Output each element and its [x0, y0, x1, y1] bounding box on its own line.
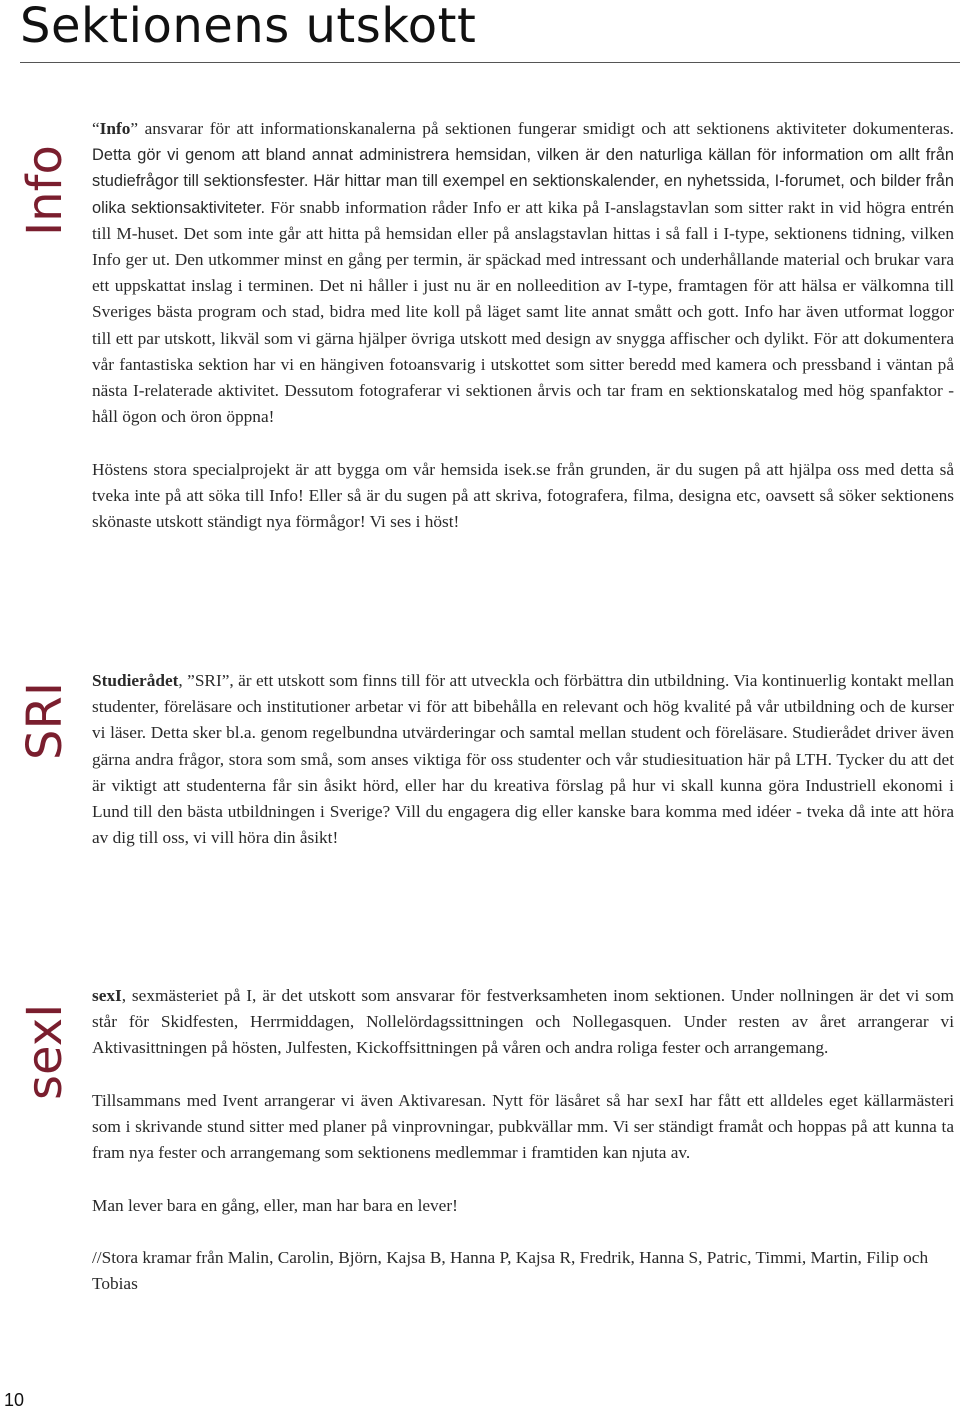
- section-label-info: Info: [17, 145, 73, 236]
- info-close-quote: ”: [130, 119, 139, 138]
- section-sexi: [92, 983, 954, 1297]
- section-info: [92, 116, 954, 535]
- info-paragraph-1: [92, 116, 954, 430]
- info-text-sans: Detta gör vi genom att bland annat administrera hemsidan, vilken är den naturliga källan för information om allt från studiefrågor till sektionsfester. Här hittar man till exempel en sektionskalender, en nyhetssida, I-forumet, och bilder från olika sektionsaktiviteter.: [92, 146, 954, 217]
- info-paragraph-2: Höstens stora specialprojekt är att bygga om vår hemsida isek.se från grunden, är du sugen på att hjälpa oss med detta så tveka inte på att söka till Info! Eller så är du sugen på att skriva, fotografera, filma, designa etc, oavsett så söker sektionens skönaste utskott ständigt nya förmågor! Vi ses i höst!: [92, 459, 954, 532]
- sexi-paragraph-2: Tillsammans med Ivent arrangerar vi även Aktivaresan. Nytt för läsåret så har sexI har fått ett alldeles eget källarmästeri som i skrivande stund sitter med planer på vinprovningar, pubkvällar mm. Vi ser ständigt framåt och hoppas på att kunna ta fram nya fester och arrangemang som sektionens medlemmar i framtiden kan njuta av.: [92, 1090, 954, 1163]
- sri-text: , ”SRI”, är ett utskott som finns till för att utveckla och förbättra din utbildning. Via kontinuerlig kontakt mellan studenter, föreläsare och institutioner arbetar vi för att bibehålla en relevant och hög kvalité på vår utbildning och de kurser vi läser. Detta sker bl.a. genom regelbundna utvärderingar och samtal mellan student och föreläsare. Studierådet driver även gärna andra frågor, stora som små, som anses viktiga för oss studenter och vår studiesituation här på LTH. Tycker du att det är viktigt att studenterna får sin åsikt hörd, eller har du kreativa förslag på hur vi skall kunna göra Industriell ekonomi i Lund till den bästa utbildningen i Sverige? Vill du engagera dig eller kanske bara komma med idéer - tveka då inte att höra av dig till oss, vi vill höra din åsikt!: [92, 671, 954, 848]
- info-text-rest: För snabb information råder Info er att kika på I-anslagstavlan som sitter rakt in vid högra entrén till M-huset. Det som inte går att hitta på hemsidan eller på anslagstavlan hittas i så fall i I-type, sektionens tidning, vilken Info ger ut. Den utkommer minst en gång per termin, är späckad med intressant och underhållande material och brukar vara ett uppskattat inslag i terminen. Det ni håller i just nu är en nolleedition av I-type, framtagen för att hälsa er välkomna till Sveriges bästa program och stad, bidra med lite koll på läget samt lite annat smått och gott. Info har även utformat loggor till ett par utskott, likväl som vi gärna hjälper övriga utskott med design av snygga affischer och dylikt. För att dokumentera vår fantastiska sektion har vi en hängiven fotoansvarig i utskottet som sitter beredd med kamera och pressband i väntan på nästa I-relaterade aktivitet. Dessutom fotograferar vi sektionen årvis och tar fram en sektionskatalog med hög spanfaktor - håll ögon och öron öppna!: [92, 197, 954, 427]
- page-number: 10: [4, 1390, 25, 1410]
- sexi-paragraph-1: [92, 983, 954, 1062]
- sexi-signature: //Stora kramar från Malin, Carolin, Björn, Kajsa B, Hanna P, Kajsa R, Fredrik, Hanna S, Patric, Timmi, Martin, Filip och Tobias: [92, 1247, 929, 1294]
- title-divider: [20, 62, 960, 63]
- sexi-name: sexI: [92, 986, 122, 1005]
- section-label-sexi: sexI: [17, 1003, 73, 1100]
- section-sri: [92, 668, 954, 851]
- page-title: Sektionens utskott: [20, 0, 477, 54]
- info-text: ansvarar för att informationskanalerna på sektionen fungerar smidigt och att sektionens aktiviteter dokumenteras.: [138, 119, 954, 138]
- section-label-sri: SRI: [17, 682, 73, 760]
- sri-name: Studierådet: [92, 671, 179, 690]
- sri-paragraph-1: [92, 668, 954, 851]
- info-open-quote: “: [92, 119, 100, 138]
- sexi-paragraph-3: Man lever bara en gång, eller, man har bara en lever!: [92, 1195, 458, 1215]
- info-name: Info: [99, 119, 131, 138]
- sexi-text: , sexmästeriet på I, är det utskott som ansvarar för festverksamheten inom sektionen. Under nollningen är det vi som står för Skidfesten, Herrmiddagen, Nollelördagssittningen och Nollegasquen. Under resten av året arrangerar vi Aktivasittningen på hösten, Julfesten, Kickoffsittningen på våren och andra roliga fester och arrangemang.: [92, 986, 954, 1058]
